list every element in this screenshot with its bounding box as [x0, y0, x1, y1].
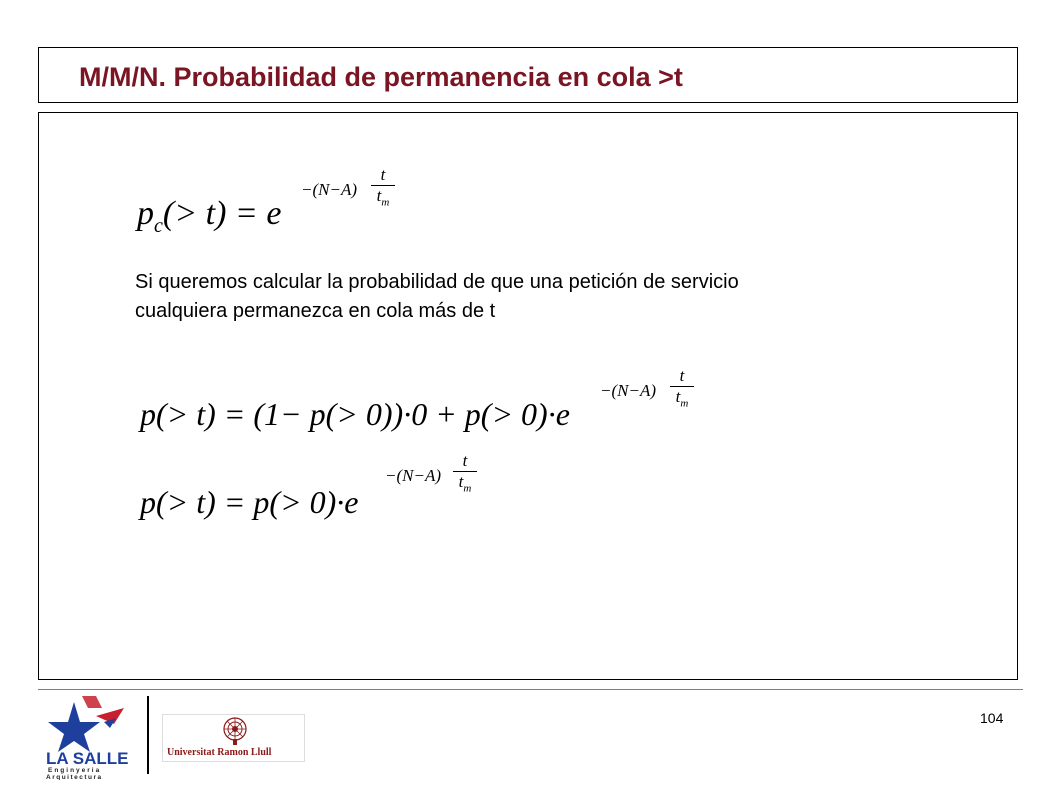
description [135, 268, 975, 326]
formula-3-fraction [453, 452, 477, 497]
page-number: 104 [980, 710, 1004, 726]
logo-divider [147, 696, 149, 774]
lasalle-logo [44, 694, 136, 780]
fraction-denominator-sub: m [463, 482, 472, 495]
title-box [38, 47, 1018, 103]
formula-2-main: p(> t) = (1− p(> 0))·0 + p(> 0)·e [140, 396, 570, 432]
fraction-numerator: t [679, 366, 685, 385]
formula-2-fraction [670, 367, 694, 412]
fraction-denominator: t [458, 472, 464, 491]
formula-1-fraction [371, 166, 395, 211]
formula-1-sub: c [154, 214, 163, 237]
lasalle-logo-sub2: Arquitectura [46, 774, 103, 780]
footer-divider [38, 689, 1023, 690]
slide-title: M/M/N. Probabilidad de permanencia en cola >t [79, 62, 683, 92]
formula-3-exp-prefix: −(N−A) [385, 466, 441, 485]
lasalle-logo-text: LA SALLE [46, 749, 129, 768]
formula-2-exp-prefix: −(N−A) [600, 381, 656, 400]
formula-1-rhs: (> t) = e [162, 195, 282, 232]
url-logo [162, 714, 305, 762]
fraction-denominator: t [376, 186, 382, 205]
description-line-1: Si queremos calcular la probabilidad de que una petición de servicio [135, 271, 739, 293]
formula-3-main: p(> t) = p(> 0)·e [140, 484, 359, 520]
formula-1-exp-prefix: −(N−A) [301, 180, 357, 199]
fraction-numerator: t [380, 165, 386, 184]
lasalle-logo-sub1: Enginyeria [48, 767, 102, 774]
fraction-denominator-sub: m [381, 196, 390, 209]
formula-1-lhs: p [137, 195, 154, 232]
fraction-denominator: t [675, 387, 681, 406]
fraction-denominator-sub: m [680, 397, 689, 410]
url-logo-text: Universitat Ramon Llull [167, 747, 272, 758]
description-line-2: cualquiera permanezca en cola más de t [135, 300, 496, 322]
fraction-numerator: t [462, 451, 468, 470]
